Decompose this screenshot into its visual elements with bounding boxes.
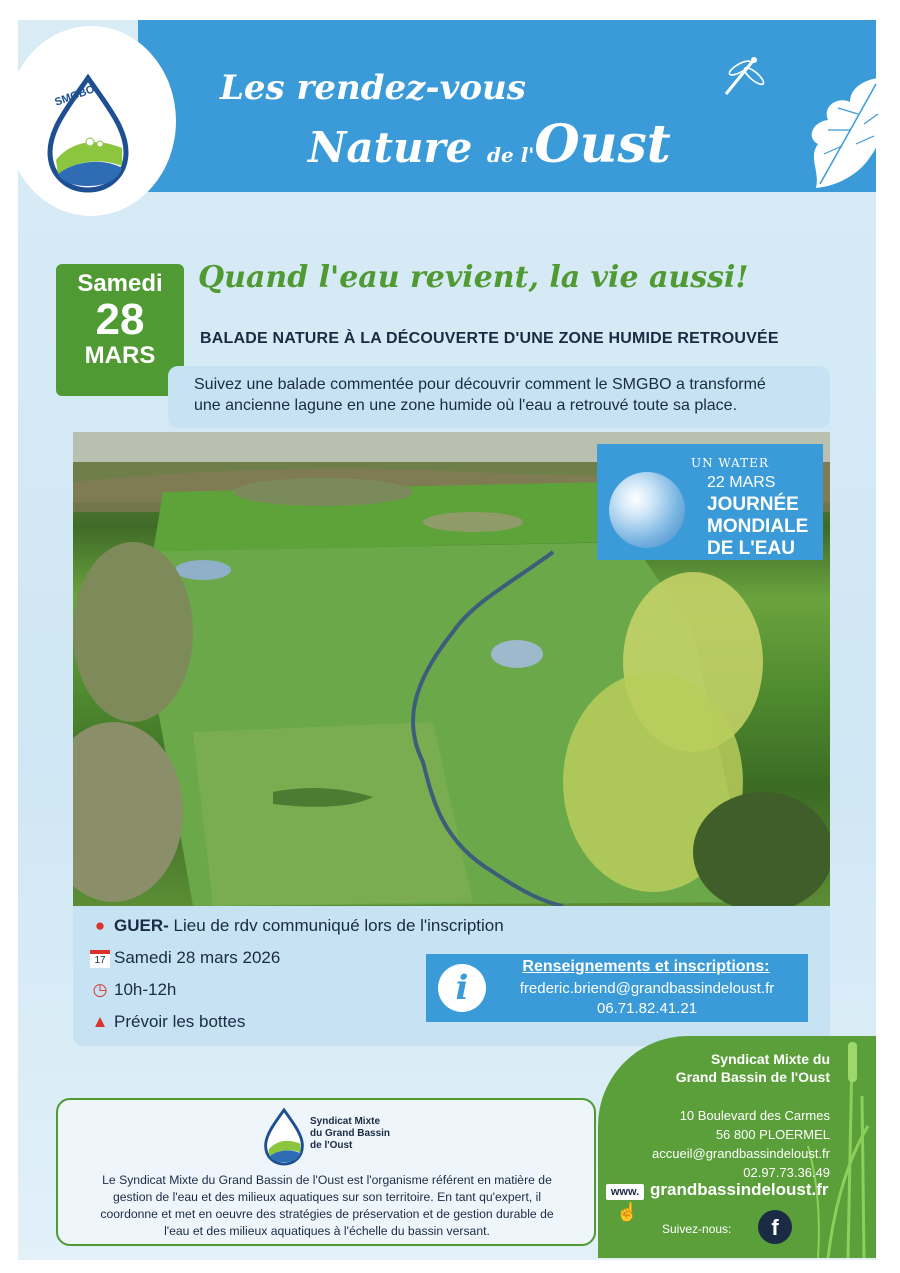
follow-us-label: Suivez-nous: (662, 1222, 732, 1236)
event-date: Samedi 28 mars 2026 (114, 948, 281, 967)
about-text-line4: l'eau et des milieux aquatiques à l'échelle du bassin versant. (164, 1224, 490, 1238)
event-time: 10h-12h (114, 980, 177, 999)
water-badge-line2: 22 MARS (707, 474, 776, 491)
footer-website-link[interactable]: grandbassindeloust.fr (650, 1180, 829, 1199)
about-box (56, 1098, 596, 1246)
info-location (90, 916, 504, 936)
info-boots (90, 1012, 245, 1032)
www-icon: www. (606, 1184, 644, 1200)
location-pin-icon: ● (94, 916, 106, 935)
info-date (90, 948, 280, 968)
info-icon: i (438, 964, 486, 1012)
footer-org-name (598, 1050, 830, 1086)
water-badge-line5: DE L'EAU (707, 538, 795, 559)
footer-org-line1: Syndicat Mixte du (710, 1051, 830, 1067)
badge-day: Samedi (77, 270, 163, 297)
about-name-line3: de l'Oust (310, 1140, 353, 1151)
about-org-name (310, 1116, 400, 1152)
world-water-day-badge (597, 444, 823, 560)
about-text-line1: Le Syndicat Mixte du Grand Bassin de l'Oust est l'organisme référent en matière de (102, 1173, 552, 1187)
globe-icon (609, 472, 685, 548)
hand-pointer-icon: ☝ (616, 1202, 639, 1222)
about-name-line2: du Grand Bassin (310, 1128, 391, 1139)
contact-phone[interactable]: 06.71.82.41.21 (596, 1000, 698, 1017)
about-text-line2: gestion de l'eau et des milieux aquatiques sur son territoire. En tant qu'expert, il (112, 1190, 542, 1204)
logo-text: SMGBO (53, 83, 97, 109)
footer-address-line2: 56 800 PLOERMEL (715, 1127, 830, 1142)
title-nature: Nature (308, 123, 473, 172)
intro-line1: Suivez une balade commentée pour découvrir comment le SMGBO a transformé (194, 376, 766, 393)
oak-leaf-icon (798, 74, 890, 192)
location-town: GUER- (114, 916, 169, 935)
clock-icon: ◷ (92, 980, 108, 999)
title-line2 (308, 114, 671, 175)
date-badge (56, 264, 184, 396)
about-name-line1: Syndicat Mixte (310, 1116, 381, 1127)
footer-email[interactable]: accueil@grandbassindeloust.fr (652, 1146, 830, 1161)
footer-phone[interactable]: 02.97.73.36.49 (743, 1165, 830, 1180)
contact-box (426, 954, 808, 1022)
header-banner (138, 20, 876, 192)
info-time (90, 980, 176, 1000)
footer-address-line1: 10 Boulevard des Carmes (679, 1108, 830, 1123)
dragonfly-icon (718, 50, 768, 100)
title-de: de l' (487, 143, 535, 167)
title-oust: Oust (534, 114, 671, 175)
intro-text (194, 374, 834, 416)
smgbo-small-logo (262, 1108, 306, 1166)
facebook-icon[interactable]: f (758, 1210, 792, 1244)
title-line1: Les rendez-vous (220, 68, 526, 108)
badge-month: MARS (84, 342, 156, 369)
footer-contact-panel (598, 1036, 876, 1258)
about-text (64, 1172, 590, 1240)
boot-icon: ▲ (91, 1012, 109, 1031)
badge-date: 28 (95, 295, 145, 344)
footer-address (598, 1106, 830, 1182)
event-subtitle: BALADE NATURE À LA DÉCOUVERTE D'UNE ZONE HUMIDE RETROUVÉE (200, 330, 779, 347)
contact-email[interactable]: frederic.briend@grandbassindeloust.fr (519, 980, 775, 997)
logo-circle (6, 26, 176, 216)
about-text-line3: coordonne et met en oeuvre des stratégies de préservation et de gestion durable de (100, 1207, 554, 1221)
calendar-icon: 17 (90, 950, 110, 968)
water-badge-line3: JOURNÉE (707, 494, 799, 515)
water-badge-line4: MONDIALE (707, 516, 809, 537)
intro-line2: une ancienne lagune en une zone humide où l'eau a retrouvé toute sa place. (194, 397, 738, 414)
boots-note: Prévoir les bottes (114, 1012, 246, 1031)
contact-heading: Renseignements et inscriptions: (522, 958, 770, 975)
event-title: Quand l'eau revient, la vie aussi! (198, 260, 749, 295)
footer-org-line2: Grand Bassin de l'Oust (675, 1069, 830, 1085)
water-badge-line1: UN WATER (691, 456, 769, 470)
location-detail: Lieu de rdv communiqué lors de l'inscription (168, 916, 504, 935)
